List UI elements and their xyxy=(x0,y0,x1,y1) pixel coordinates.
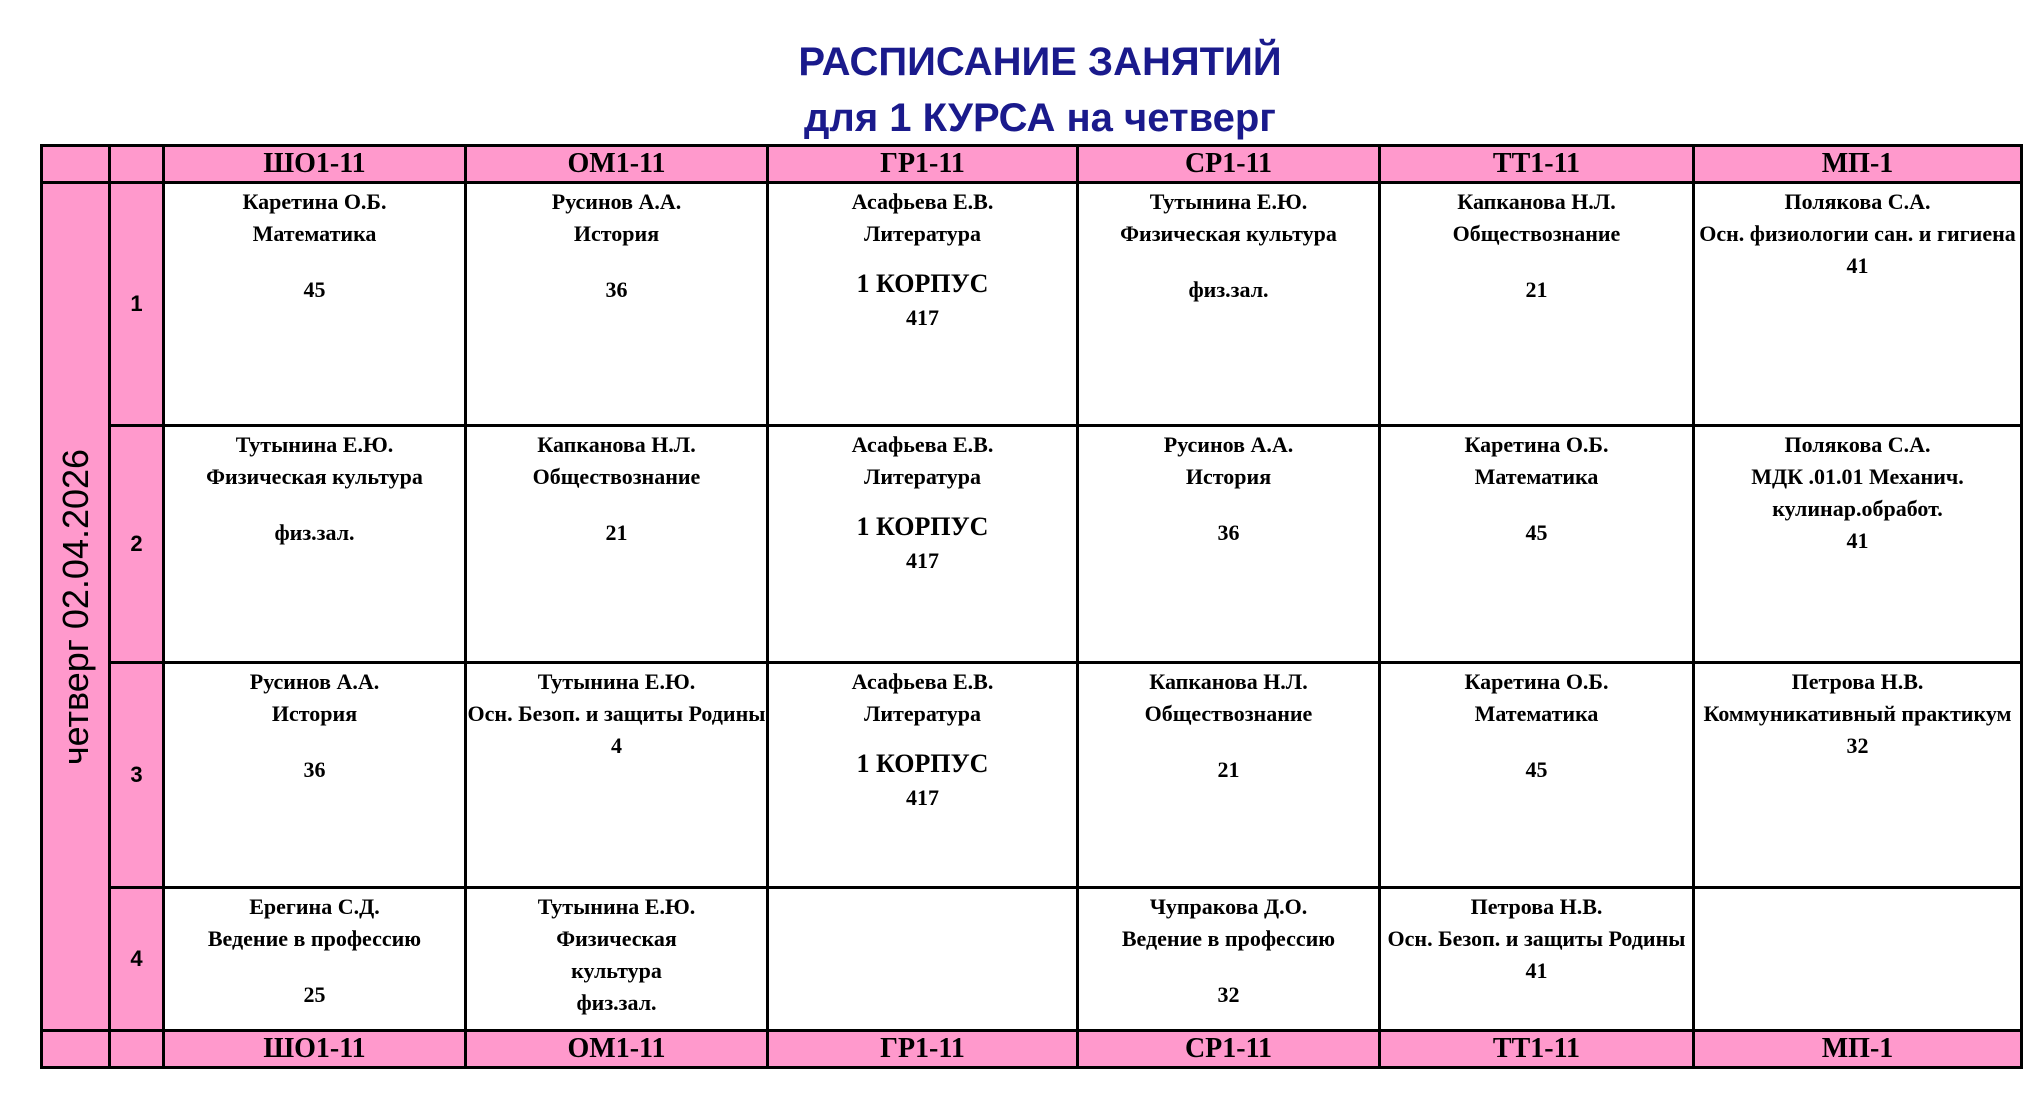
lesson-cell xyxy=(1380,426,1694,663)
lesson-cell xyxy=(466,183,768,426)
footer-corner-num xyxy=(110,1031,164,1068)
schedule-table xyxy=(40,144,2023,1069)
lesson-cell xyxy=(1078,426,1380,663)
room: 417 xyxy=(906,785,939,810)
lesson-cell xyxy=(1694,183,2022,426)
room: 41 xyxy=(1525,958,1548,983)
room: 45 xyxy=(303,277,326,302)
teacher: Асафьева Е.В. xyxy=(851,432,994,457)
subject: Осн. Безоп. и защиты Родины xyxy=(467,701,766,726)
teacher: Каретина О.Б. xyxy=(1464,669,1609,694)
room: физ.зал. xyxy=(1188,277,1269,302)
day-label: четверг 02.04.2026 xyxy=(54,448,96,765)
lesson-row xyxy=(42,888,2022,1031)
room: 21 xyxy=(1525,277,1548,302)
group-header: ОМ1-11 xyxy=(466,146,768,183)
group-footer: ОМ1-11 xyxy=(466,1031,768,1068)
group-footer: ТТ1-11 xyxy=(1380,1031,1694,1068)
lesson-cell xyxy=(164,888,466,1031)
subject: История xyxy=(271,701,358,726)
teacher: Полякова С.А. xyxy=(1784,189,1931,214)
teacher: Капканова Н.Л. xyxy=(537,432,696,457)
group-footer: СР1-11 xyxy=(1078,1031,1380,1068)
room: 21 xyxy=(605,520,628,545)
teacher: Чупракова Д.О. xyxy=(1149,894,1308,919)
group-header: МП-1 xyxy=(1694,146,2022,183)
schedule-subtitle: для 1 КУРСА на четверг xyxy=(804,96,1276,140)
room: 32 xyxy=(1846,733,1869,758)
teacher: Капканова Н.Л. xyxy=(1149,669,1308,694)
teacher: Каретина О.Б. xyxy=(1464,432,1609,457)
lesson-cell xyxy=(466,888,768,1031)
lesson-cell xyxy=(466,426,768,663)
lesson-cell xyxy=(1694,663,2022,888)
lesson-row xyxy=(42,183,2022,426)
group-header: СР1-11 xyxy=(1078,146,1380,183)
subject: Математика xyxy=(252,221,377,246)
room: 417 xyxy=(906,548,939,573)
teacher: Русинов А.А. xyxy=(551,189,682,214)
lesson-cell xyxy=(768,183,1078,426)
room: физ.зал. xyxy=(576,990,657,1015)
subject: Математика xyxy=(1474,464,1599,489)
lesson-cell-empty xyxy=(768,888,1078,1031)
lesson-cell xyxy=(164,426,466,663)
room: 41 xyxy=(1846,528,1869,553)
subject: Осн. Безоп. и защиты Родины xyxy=(1387,926,1686,951)
room: 36 xyxy=(1217,520,1240,545)
lesson-row xyxy=(42,663,2022,888)
schedule-title: РАСПИСАНИЕ ЗАНЯТИЙ xyxy=(798,40,1282,84)
building: 1 КОРПУС xyxy=(856,749,989,778)
lesson-cell xyxy=(1694,426,2022,663)
header-row-top xyxy=(42,146,2022,183)
subject: МДК .01.01 Механич. кулинар.обработ. xyxy=(1751,464,1964,521)
room: физ.зал. xyxy=(274,520,355,545)
lesson-cell xyxy=(164,183,466,426)
teacher: Петрова Н.В. xyxy=(1470,894,1603,919)
subject: Физическая культура xyxy=(206,464,423,489)
teacher: Тутынина Е.Ю. xyxy=(537,894,696,919)
teacher: Русинов А.А. xyxy=(1163,432,1294,457)
teacher: Каретина О.Б. xyxy=(242,189,387,214)
group-header: ШО1-11 xyxy=(164,146,466,183)
lesson-row xyxy=(42,426,2022,663)
teacher: Тутынина Е.Ю. xyxy=(537,669,696,694)
teacher: Асафьева Е.В. xyxy=(851,669,994,694)
lesson-cell-empty xyxy=(1694,888,2022,1031)
teacher: Асафьева Е.В. xyxy=(851,189,994,214)
building: 1 КОРПУС xyxy=(856,512,989,541)
day-label-cell xyxy=(42,183,110,1031)
room: 36 xyxy=(303,757,326,782)
header-corner-num xyxy=(110,146,164,183)
subject: Физическая культура xyxy=(1120,221,1337,246)
group-footer: ГР1-11 xyxy=(768,1031,1078,1068)
lesson-number: 4 xyxy=(110,888,164,1031)
subject: Ведение в профессию xyxy=(1121,926,1336,951)
teacher: Петрова Н.В. xyxy=(1791,669,1924,694)
group-header: ГР1-11 xyxy=(768,146,1078,183)
teacher: Полякова С.А. xyxy=(1784,432,1931,457)
subject: Обществознание xyxy=(1144,701,1313,726)
subject: Математика xyxy=(1474,701,1599,726)
lesson-number: 3 xyxy=(110,663,164,888)
subject: История xyxy=(1185,464,1272,489)
group-footer: ШО1-11 xyxy=(164,1031,466,1068)
room: 45 xyxy=(1525,520,1548,545)
teacher: Тутынина Е.Ю. xyxy=(1149,189,1308,214)
lesson-cell xyxy=(1380,663,1694,888)
teacher: Русинов А.А. xyxy=(249,669,380,694)
room: 32 xyxy=(1217,982,1240,1007)
lesson-number: 1 xyxy=(110,183,164,426)
group-footer: МП-1 xyxy=(1694,1031,2022,1068)
room: 45 xyxy=(1525,757,1548,782)
subject: Литература xyxy=(863,464,982,489)
lesson-cell xyxy=(1078,663,1380,888)
lesson-cell xyxy=(466,663,768,888)
teacher: Ерегина С.Д. xyxy=(249,894,380,919)
lesson-cell xyxy=(164,663,466,888)
teacher: Тутынина Е.Ю. xyxy=(235,432,394,457)
lesson-cell xyxy=(1380,888,1694,1031)
building: 1 КОРПУС xyxy=(856,269,989,298)
footer-corner-day xyxy=(42,1031,110,1068)
teacher: Капканова Н.Л. xyxy=(1457,189,1616,214)
lesson-cell xyxy=(1078,183,1380,426)
subject: Литература xyxy=(863,701,982,726)
subject: Физическая культура xyxy=(556,926,677,983)
lesson-cell xyxy=(768,663,1078,888)
room: 41 xyxy=(1846,253,1869,278)
subject: Литература xyxy=(863,221,982,246)
room: 4 xyxy=(611,733,622,758)
subject: Осн. физиологии сан. и гигиена xyxy=(1699,221,2016,246)
header-row-bottom xyxy=(42,1031,2022,1068)
lesson-cell xyxy=(1380,183,1694,426)
subject: Ведение в профессию xyxy=(207,926,422,951)
room: 417 xyxy=(906,305,939,330)
lesson-number: 2 xyxy=(110,426,164,663)
lesson-cell xyxy=(1078,888,1380,1031)
lesson-cell xyxy=(768,426,1078,663)
subject: Обществознание xyxy=(532,464,701,489)
subject: Обществознание xyxy=(1452,221,1621,246)
subject: Коммуникативный практикум xyxy=(1703,701,2012,726)
room: 21 xyxy=(1217,757,1240,782)
group-header: ТТ1-11 xyxy=(1380,146,1694,183)
room: 36 xyxy=(605,277,628,302)
subject: История xyxy=(573,221,660,246)
header-corner-day xyxy=(42,146,110,183)
room: 25 xyxy=(303,982,326,1007)
